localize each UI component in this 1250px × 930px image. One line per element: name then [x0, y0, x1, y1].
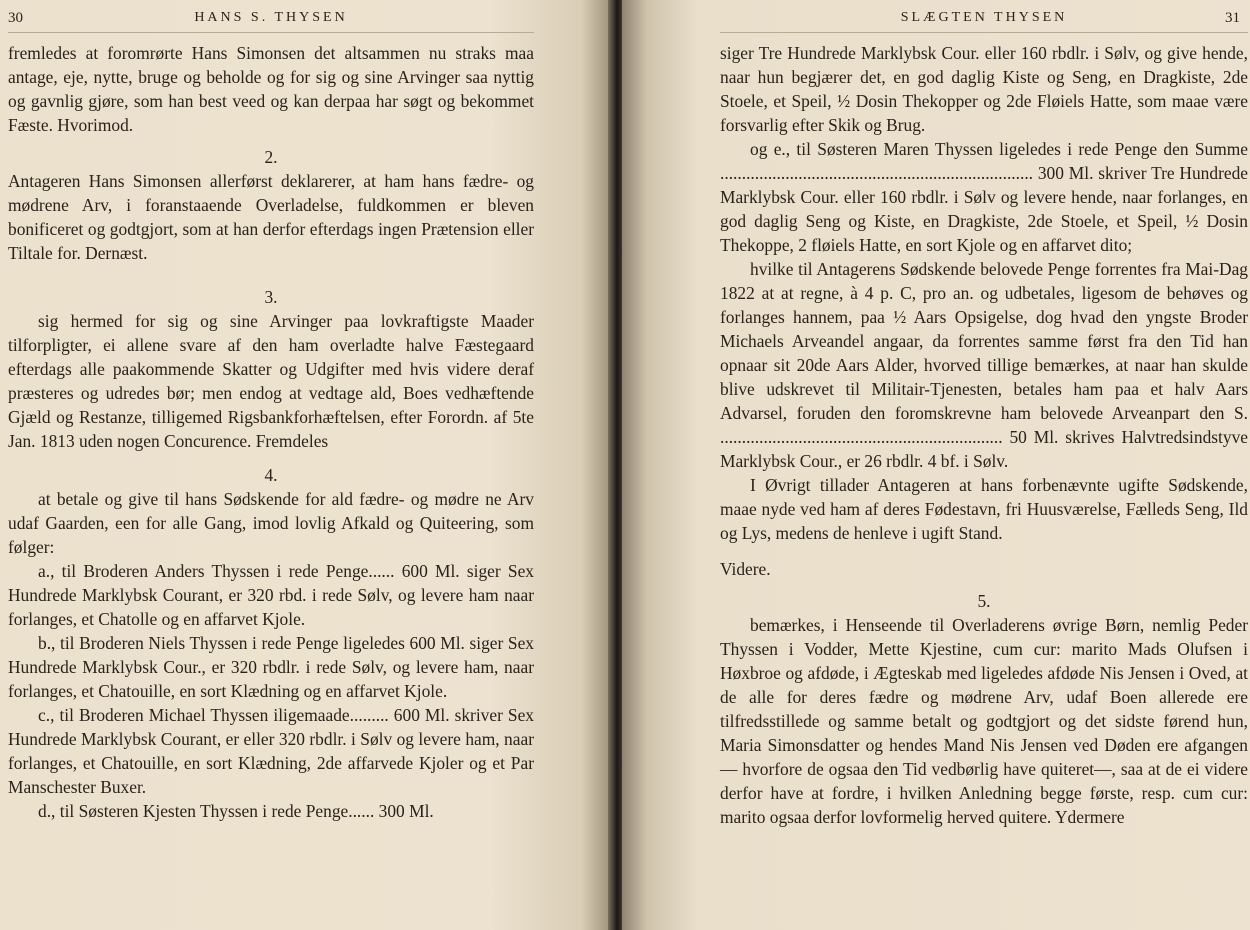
left-body	[8, 41, 534, 823]
running-head: HANS S. THYSEN	[194, 10, 348, 25]
section-number: 5.	[977, 591, 991, 611]
list-item: a., til Broderen Anders Thyssen i rede Penge...... 600 Ml. siger Sex Hundrede Marklybsk Courant, er 320 rbd. i rede Sølv, og levere ham naar forlanges, et Chatolle og en affarvet Kjole.	[8, 561, 534, 629]
section-number: 3.	[264, 287, 278, 307]
section-number: 4.	[264, 465, 278, 485]
paragraph: Antageren Hans Simonsen allerførst deklarerer, at ham hans fædre- og mødrene Arv, i foranstaaende Overladelse, fuldkommen er bleven bonificeret og godtgjort, som at han derfor efterdags ingen Prætension eller Tiltale for. Dernæst.	[8, 171, 534, 263]
left-page	[0, 0, 612, 930]
right-page	[622, 0, 1250, 930]
paragraph: I Øvrigt tillader Antageren at hans forbenævnte ugifte Sødskende, maae nyde ved ham af deres Fødestavn, fri Huusværelse, Fælleds Seng, Ild og Lys, medens de henleve i ugift Stand.	[720, 475, 1248, 543]
paragraph: Videre.	[720, 559, 771, 579]
list-item: d., til Søsteren Kjesten Thyssen i rede Penge...... 300 Ml.	[38, 801, 434, 821]
paragraph: siger Tre Hundrede Marklybsk Cour. eller 160 rbdlr. i Sølv, og give hende, naar hun begjærer det, en god daglig Kiste og Seng, en Dragkiste, 2de Stoele, et Speil, ½ Dosin Thekopper og 2de Fløiels Hatte, som maae være forsvarlig efter Skik og Brug.	[720, 43, 1248, 135]
right-header	[720, 10, 1248, 33]
paragraph: bemærkes, i Henseende til Overladerens øvrige Børn, nemlig Peder Thyssen i Vodder, Mette Kjestine, cum cur: marito Mads Olufsen i Høxbroe og afdøde, i Ægteskab med ligeledes afdøde Nis Jensen i Oved, at de alle for deres fædre og mødrene Arv, udaf Boen allerede ere tilfredsstillede og samme betalt og godtgjort og det sidste førend hun, Maria Simonsdatter og hendes Mand Nis Jensen ved Døden ere afgangen — hvorfore de ogsaa den Tid vedbørlig have quiteret—, saa at de ei videre derfor have at fordre, i hvilken Anledning begge første, resp. cum cur: marito ogsaa derfor lovformelig herved quitere. Ydermere	[720, 615, 1248, 827]
paragraph: at betale og give til hans Sødskende for ald fædre- og mødre ne Arv udaf Gaarden, een for alle Gang, imod lovlig Afkald og Quiteering, som følger:	[8, 489, 534, 557]
paragraph: hvilke til Antagerens Sødskende belovede Penge forrentes fra Mai-Dag 1822 at at regne, à 4 p. C, pro an. og udbetales, ligesom de behøves og forlanges hannem, paa ½ Aars Opsigelse, dog hvad den yngste Broder Michaels Arveandel angaar, da forrentes samme først fra den Tid han opnaar sit 20de Aars Alder, hvorved tillige bemærkes, at naar han skulde blive udskrevet til Militair-Tjenesten, betales ham paa et halv Aars Advarsel, foruden den foromskrevne ham belovede Arveanpart den S. ................................................................. 50 Ml. skrives Halvtredsindstyve Marklybsk Cour., er 26 rbdlr. 4 bf. i Sølv.	[720, 259, 1248, 471]
list-item: og e., til Søsteren Maren Thyssen ligeledes i rede Penge den Summe ........................................................................ 300 Ml. skriver Tre Hundrede Marklybsk Cour. eller 160 rbdlr. i Sølv og levere hende, naar forlanges, en god daglig Seng og Kiste, en Dragkiste, 2de Stoele, et Speil, ½ Dosin Thekoppe, 2 fløiels Hatte, en sort Kjole og en affarvet dito;	[720, 139, 1248, 255]
page-number: 31	[1225, 10, 1240, 26]
running-head: SLÆGTEN THYSEN	[900, 10, 1068, 25]
paragraph: fremledes at foromrørte Hans Simonsen det altsammen nu straks maa antage, eje, nytte, bruge og beholde og for sig og sine Arvinger saa nyttig og gavnlig gjøre, som han best veed og kan derpaa har søgt og bekommet Fæste. Hvorimod.	[8, 43, 534, 135]
list-item: b., til Broderen Niels Thyssen i rede Penge ligeledes 600 Ml. siger Sex Hundrede Marklybsk Cour., er 320 rbdlr. i rede Sølv, og levere ham, naar forlanges, et Chatouille, en sort Klædning og en affarvet Kjole.	[8, 633, 534, 701]
paragraph: sig hermed for sig og sine Arvinger paa lovkraftigste Maader tilforpligter, ei allene svare af den ham overladte halve Fæstegaard efterdags alle paakommende Skatter og Udgifter med hvis videre deraf præsteres og udredes bør; men endog at vedtage ald, Boes vedhæftende Gjæld og Restanze, tilligemed Rigsbankforhæftelsen, efter Forordn. af 5te Jan. 1813 uden nogen Concurence. Fremdeles	[8, 311, 534, 451]
left-header	[8, 10, 534, 33]
list-item: c., til Broderen Michael Thyssen iligemaade......... 600 Ml. skriver Sex Hundrede Marklybsk Courant, er eller 320 rbdlr. i Sølv og levere ham, naar forlanges, et Chatouille, en sort Klædning, 2de affarvede Kjoler og et Par Manschester Buxer.	[8, 705, 534, 797]
section-number: 2.	[264, 147, 278, 167]
page-number: 30	[8, 10, 23, 26]
right-body	[720, 41, 1248, 829]
